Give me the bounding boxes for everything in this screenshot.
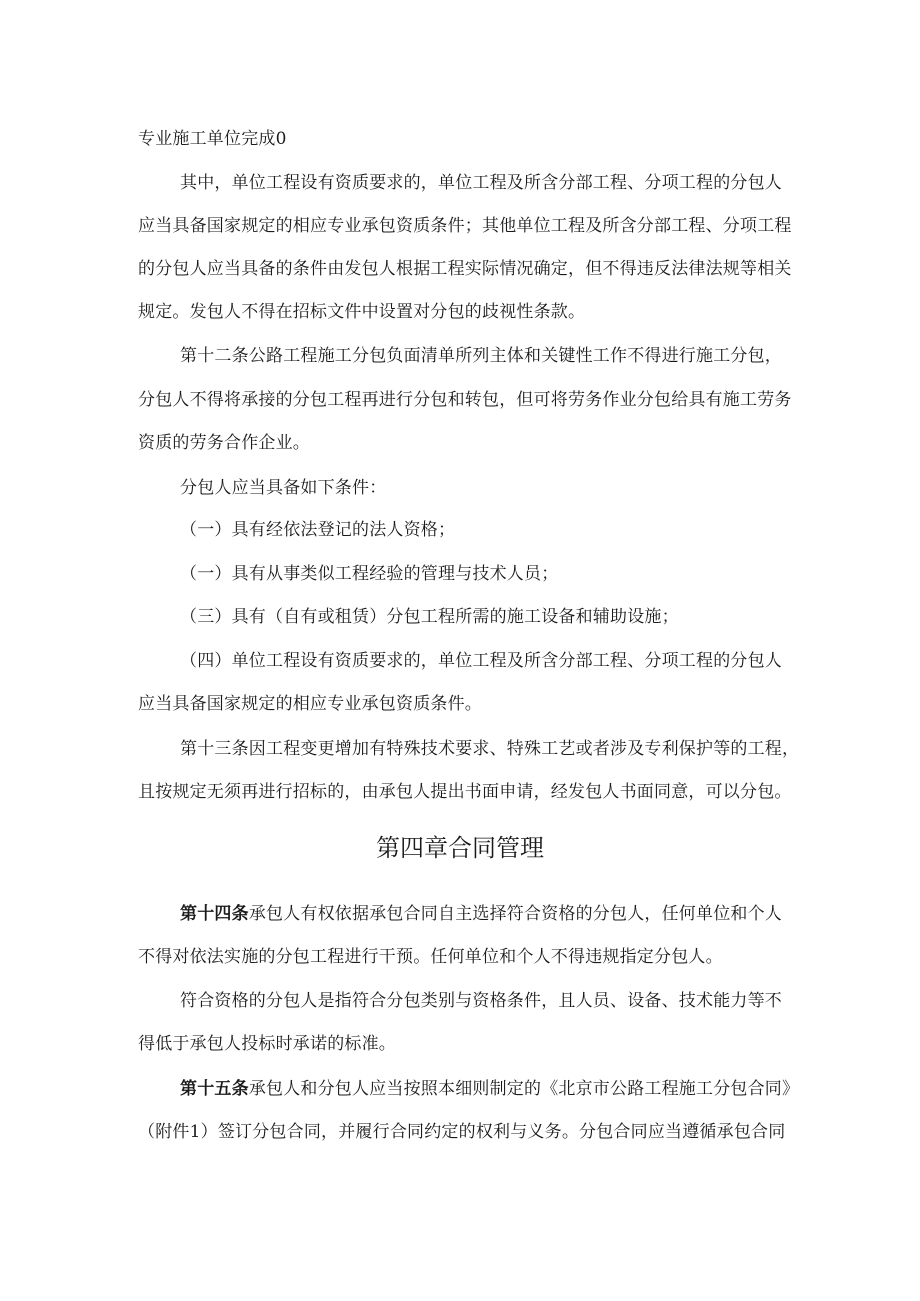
- article-13-line: 第十三条因工程变更增加有特殊技术要求、特殊工艺或者涉及专利保护等的工程，: [180, 739, 800, 759]
- article-15-line: [180, 1077, 799, 1101]
- text-line: 应当具备国家规定的相应专业承包资质条件；其他单位工程及所含分部工程、分项工程: [138, 216, 792, 236]
- list-item: （三）具有（自有或租赁）分包工程所需的施工设备和辅助设施；: [180, 607, 679, 627]
- text-line: （附件1）签订分包合同，并履行合同约定的权利与义务。分包合同应当遵循承包合同: [138, 1122, 786, 1142]
- text-line: 符合资格的分包人是指符合分包类别与资格条件，且人员、设备、技术能力等不: [180, 991, 782, 1011]
- list-item: （四）单位工程设有资质要求的，单位工程及所含分部工程、分项工程的分包人: [180, 651, 782, 671]
- text-line: 规定。发包人不得在招标文件中设置对分包的歧视性条款。: [138, 302, 586, 322]
- text-line: 分包人应当具备如下条件：: [180, 478, 387, 498]
- text-line: 资质的劳务合作企业。: [138, 433, 310, 453]
- article-14-line: [180, 902, 782, 926]
- article-12-line: 第十二条公路工程施工分包负面清单所列主体和关键性工作不得进行施工分包，: [180, 346, 782, 366]
- text-line: 且按规定无须再进行招标的，由承包人提出书面申请，经发包人书面同意，可以分包。: [138, 782, 792, 802]
- text-line: 应当具备国家规定的相应专业承包资质条件。: [138, 694, 482, 714]
- text-line: 专业施工单位完成0: [138, 129, 287, 149]
- text-line: 不得对依法实施的分包工程进行干预。任何单位和个人不得违规指定分包人。: [138, 947, 723, 967]
- article-15-text: 承包人和分包人应当按照本细则制定的《北京市公路工程施工分包合同》: [248, 1079, 800, 1099]
- text-line: 其中，单位工程设有资质要求的，单位工程及所含分部工程、分项工程的分包人: [180, 173, 782, 193]
- article-15-label: 第十五条: [180, 1079, 249, 1099]
- text-line: 分包人不得将承接的分包工程再进行分包和转包，但可将劳务作业分包给具有施工劳务: [138, 390, 792, 410]
- article-14-label: 第十四条: [180, 904, 249, 924]
- article-14-text: 承包人有权依据承包合同自主选择符合资格的分包人，任何单位和个人: [248, 904, 783, 924]
- list-item: （一）具有经依法登记的法人资格；: [180, 520, 456, 540]
- text-line: 的分包人应当具备的条件由发包人根据工程实际情况确定，但不得违反法律法规等相关: [138, 259, 792, 279]
- text-line: 得低于承包人投标时承诺的标准。: [138, 1034, 396, 1054]
- chapter-title: 第四章合同管理: [376, 834, 544, 862]
- list-item: （一）具有从事类似工程经验的管理与技术人员；: [180, 564, 559, 584]
